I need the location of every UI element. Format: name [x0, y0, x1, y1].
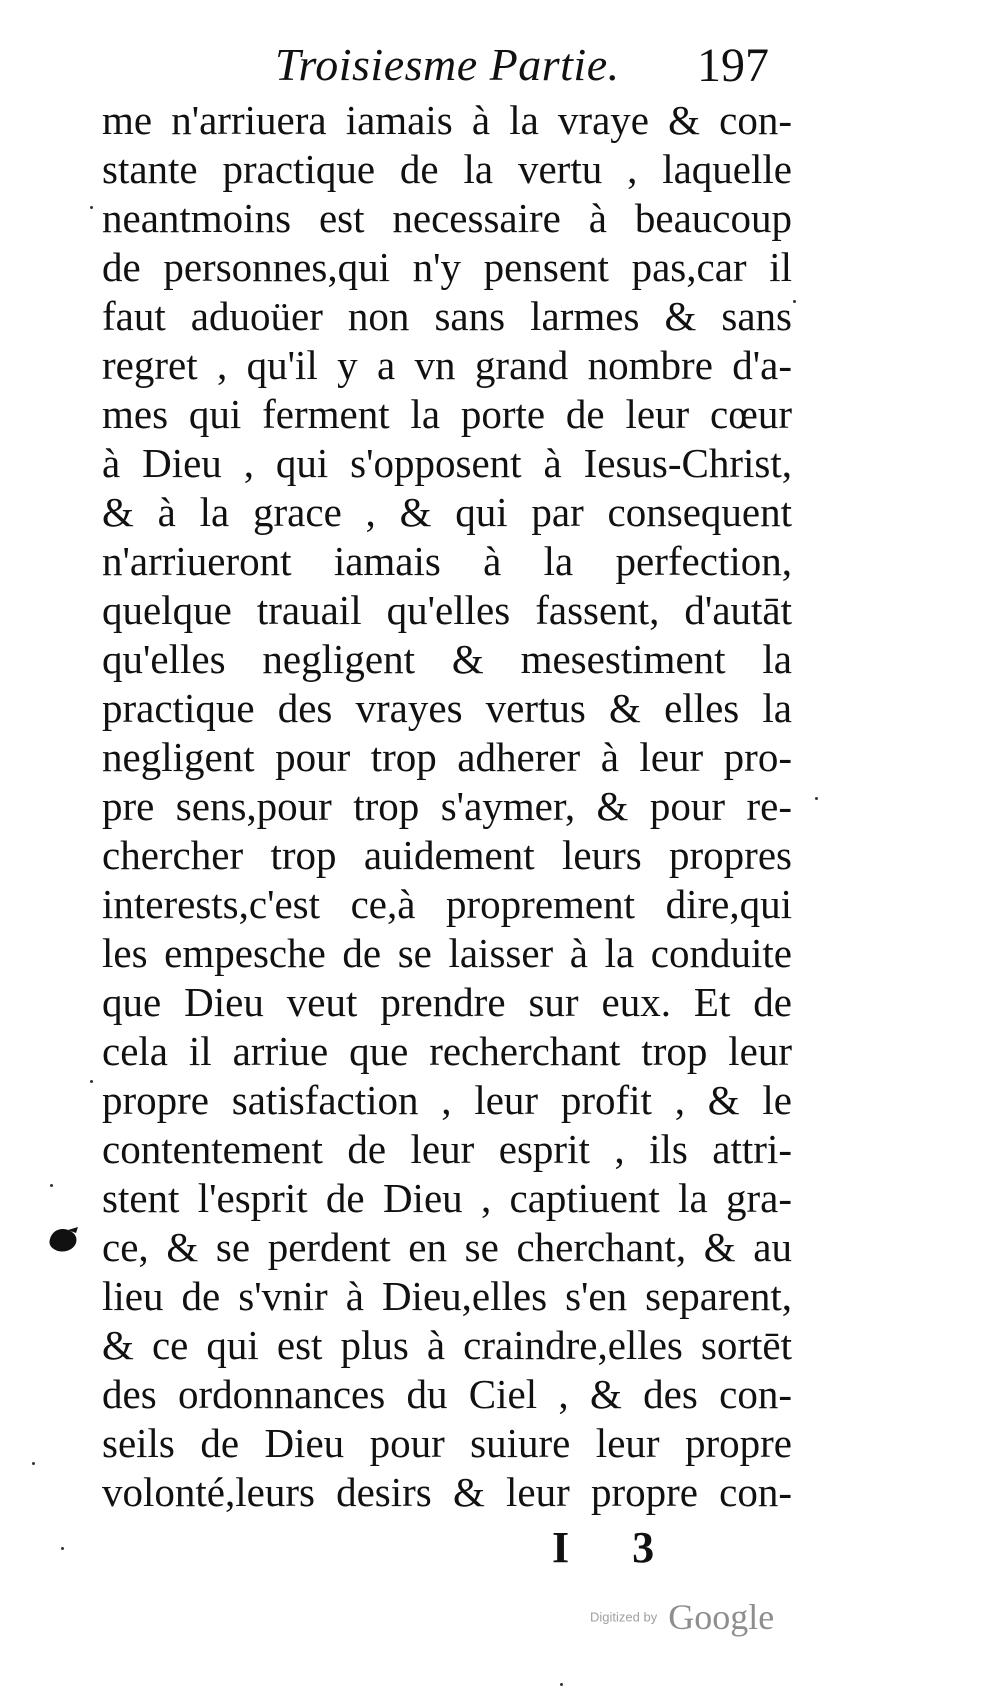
body-text	[102, 96, 792, 1517]
pointing-hand-icon	[48, 1225, 80, 1255]
text-line: me n'arriuera iamais à la vraye & con-	[102, 97, 792, 143]
text-line: volonté,leurs desirs & leur propre con-	[102, 1469, 792, 1515]
text-line: n'arriueront iamais à la perfection,	[102, 538, 792, 584]
text-line: stante practique de la vertu , laquelle	[102, 146, 792, 192]
ink-speck	[50, 1184, 53, 1187]
text-line: pre sens,pour trop s'aymer, & pour re-	[102, 783, 792, 829]
ink-speck	[90, 1080, 93, 1083]
text-line: quelque trauail qu'elles fassent, d'autāt	[102, 587, 792, 633]
text-line: regret , qu'il y a vn grand nombre d'a-	[102, 342, 792, 388]
watermark-prefix: Digitized by	[590, 1609, 658, 1625]
text-line: à Dieu , qui s'opposent à Iesus-Christ,	[102, 440, 792, 486]
text-line: & ce qui est plus à craindre,elles sortēt	[102, 1322, 792, 1368]
text-line: cela il arriue que recherchant trop leur	[102, 1028, 792, 1074]
ink-speck	[61, 1547, 64, 1550]
text-line: des ordonnances du Ciel , & des con-	[102, 1371, 792, 1417]
google-watermark	[590, 1596, 774, 1638]
text-line: mes qui ferment la porte de leur cœur	[102, 391, 792, 437]
ink-speck	[90, 206, 93, 209]
text-line: practique des vrayes vertus & elles la	[102, 685, 792, 731]
text-line: negligent pour trop adherer à leur pro-	[102, 734, 792, 780]
running-head: Troisiesme Partie.	[275, 39, 620, 90]
text-line: que Dieu veut prendre sur eux. Et de	[102, 979, 792, 1025]
text-line: lieu de s'vnir à Dieu,elles s'en separent,	[102, 1273, 792, 1319]
text-line: neantmoins est necessaire à beaucoup	[102, 195, 792, 241]
text-line: faut aduoüer non sans larmes & sans	[102, 293, 792, 339]
text-line: de personnes,qui n'y pensent pas,car il	[102, 244, 792, 290]
text-line: chercher trop auidement leurs propres	[102, 832, 792, 878]
text-line: interests,c'est ce,à proprement dire,qui	[102, 881, 792, 927]
text-line: propre satisfaction , leur profit , & le	[102, 1077, 792, 1123]
signature-mark: I 3	[552, 1523, 681, 1572]
ink-speck	[793, 300, 796, 303]
text-line: & à la grace , & qui par consequent	[102, 489, 792, 535]
text-line: seils de Dieu pour suiure leur propre	[102, 1420, 792, 1466]
ink-speck	[32, 1462, 35, 1465]
text-line: qu'elles negligent & mesestiment la	[102, 636, 792, 682]
text-line: ce, & se perdent en se cherchant, & au	[102, 1224, 792, 1270]
google-logo: Google	[668, 1597, 775, 1637]
text-line: les empesche de se laisser à la conduite	[102, 930, 792, 976]
page-number: 197	[697, 39, 769, 92]
ink-speck	[815, 797, 818, 800]
text-line: stent l'esprit de Dieu , captiuent la gra-	[102, 1175, 792, 1221]
text-line: contentement de leur esprit , ils attri-	[102, 1126, 792, 1172]
ink-speck	[560, 1683, 563, 1686]
